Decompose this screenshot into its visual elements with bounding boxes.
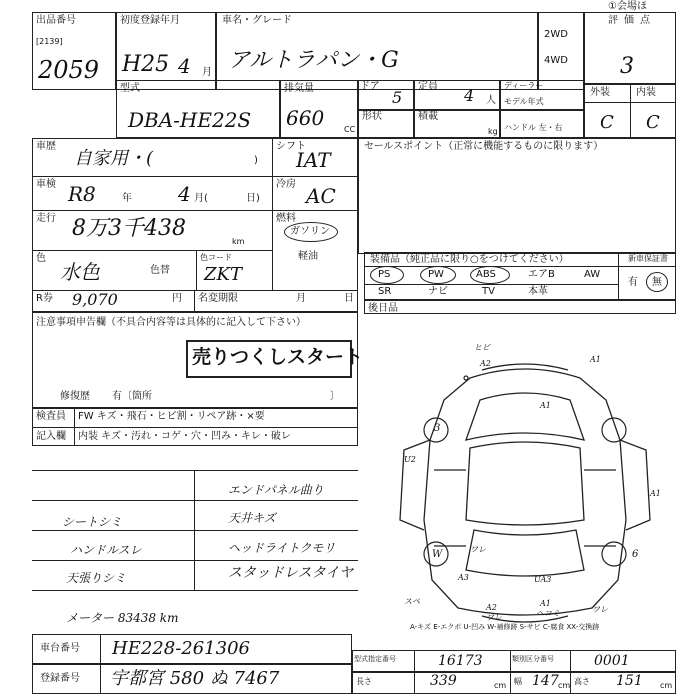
inspection-label: 車検 xyxy=(36,179,56,190)
inspection-month: 4 xyxy=(178,182,191,206)
mark-circle-w: W xyxy=(432,549,443,560)
door-value: 5 xyxy=(392,88,403,107)
name-change-label: 名変期限 xyxy=(198,293,238,304)
mark-a1-top: A1 xyxy=(590,355,601,364)
type-value: DBA-HE22S xyxy=(128,108,252,132)
inspection-day-unit: 日) xyxy=(246,193,260,204)
dealer-label: ディーラー xyxy=(504,81,544,90)
warranty-yes: 有 xyxy=(628,277,638,288)
sales-point-label: セールスポイント（正常に機能するものに限ります） xyxy=(364,141,604,152)
equip-airbag: エアB xyxy=(528,269,555,280)
recycle-value: 9,070 xyxy=(72,290,118,309)
color-label: 色 xyxy=(36,253,46,264)
inspector-items-2: 内装 キズ・汚れ・コゲ・穴・凹み・キレ・破レ xyxy=(78,431,291,442)
shift-label: シフト xyxy=(276,141,306,152)
type-label: 型式 xyxy=(120,83,140,94)
equip-navi: ナビ xyxy=(428,286,448,297)
usage-label: 車歴 xyxy=(36,141,56,152)
equipment-label: 装備品（純正品に限り○をつけてください） xyxy=(370,254,569,265)
equip-leather: 本革 xyxy=(528,286,548,297)
displacement-label: 排気量 xyxy=(284,83,314,94)
mark-bottom-u: UA3 xyxy=(534,575,552,584)
note-handle-wear: ハンドルスレ xyxy=(70,543,142,557)
sales-point-box xyxy=(358,138,676,254)
mark-circle-3: 3 xyxy=(434,423,441,434)
ac-label: 冷房 xyxy=(276,179,296,190)
equip-ps: PS xyxy=(378,269,391,280)
inspection-year-unit: 年 xyxy=(122,193,132,204)
color-value: 水色 xyxy=(60,260,100,284)
mark-rear-bend: ヘコミ xyxy=(536,609,560,618)
after-install-label: 後日品 xyxy=(368,303,398,314)
inspector-items-1: FW キズ・飛石・ヒビ割・リペア跡・×要 xyxy=(78,411,265,422)
registration-value: 宇都宮 580 ぬ 7467 xyxy=(110,668,280,689)
name-change-month: 月 xyxy=(296,293,306,304)
repair-value: 有〔箇所 xyxy=(112,391,152,402)
model-year-label: モデル年式 xyxy=(504,97,544,106)
exterior-label: 外装 xyxy=(590,87,610,98)
mark-top-left: ヒビ xyxy=(474,343,490,352)
mark-a3: A3 xyxy=(458,573,469,582)
color-change-label: 色替 xyxy=(150,265,170,276)
shape-label: 形状 xyxy=(362,111,382,122)
load-unit: kg xyxy=(488,127,498,136)
mark-crack: ワレ xyxy=(470,545,486,554)
height-label: 高さ xyxy=(574,677,590,686)
length-label: 長さ xyxy=(356,677,372,686)
shift-value: IAT xyxy=(296,148,331,172)
displacement-unit: CC xyxy=(344,125,356,134)
fuel-gasoline: ガソリン xyxy=(290,226,330,237)
handle-label: ハンドル 左・右 xyxy=(504,123,563,132)
equip-abs: ABS xyxy=(476,269,496,280)
note-ceiling-scratch: 天井キズ xyxy=(228,511,276,525)
after-install-box xyxy=(364,300,676,314)
mileage-value: 8万3千438 xyxy=(72,216,186,241)
model-name: アルトラパン・G xyxy=(228,48,399,73)
lot-label: 出品番号 xyxy=(36,15,76,26)
cert-value: 16173 xyxy=(438,653,483,669)
mark-side: スペ xyxy=(404,597,420,606)
ac-value: AC xyxy=(306,184,336,208)
recycle-yen: 円 xyxy=(172,293,182,304)
load-label: 積載 xyxy=(418,111,438,122)
score-value: 3 xyxy=(620,54,634,79)
lot-number: 2059 xyxy=(38,56,100,84)
mark-a1-hood: A1 xyxy=(540,401,551,410)
name-change-day: 日 xyxy=(344,293,354,304)
inspection-era: R8 xyxy=(68,182,96,206)
note-meter: メーター 83438 km xyxy=(66,611,179,625)
usage-value: 自家用・( xyxy=(74,148,154,169)
damage-legend: A-キズ E-エクボ U-凹み W-補修跡 S-サビ C-腐食 XX-交換跡 xyxy=(410,623,600,631)
width-unit: cm xyxy=(558,681,571,690)
mark-rear-crack-r: ワレ xyxy=(592,605,608,614)
car-damage-diagram xyxy=(370,330,680,630)
color-code-label: 色コード xyxy=(200,253,232,262)
score-label: 評価点 xyxy=(608,15,656,26)
capacity-unit: 人 xyxy=(486,95,496,106)
chassis-label: 車台番号 xyxy=(40,643,80,654)
equip-aw: AW xyxy=(584,269,601,280)
model-name-label: 車名・グレード xyxy=(222,15,292,26)
lot-sub: [2139] xyxy=(36,37,63,46)
note-roof-stain: 天張りシミ xyxy=(66,571,127,585)
displacement-value: 660 xyxy=(286,106,325,130)
height-value: 151 xyxy=(616,673,643,689)
note-headlight-fog: ヘッドライトクモリ xyxy=(228,541,336,555)
interior-label: 内装 xyxy=(636,87,656,98)
warranty-no: 無 xyxy=(652,277,662,288)
inspection-month-unit: 月( xyxy=(194,193,208,204)
class-label: 類別区分番号 xyxy=(512,655,554,663)
first-reg-month-unit: 月 xyxy=(202,67,212,78)
equip-sr: SR xyxy=(378,286,392,297)
venue-label: ①会場ほ xyxy=(608,1,647,12)
note-studless: スタッドレスタイヤ xyxy=(228,565,354,581)
first-reg-year: H25 xyxy=(122,52,170,77)
repair-label: 修復歴 xyxy=(60,391,90,402)
mark-rear-crack-l: ワレ xyxy=(486,613,502,622)
inspector-label-2: 記入欄 xyxy=(36,431,66,442)
height-unit: cm xyxy=(660,681,673,690)
registration-label: 登録番号 xyxy=(40,673,80,684)
mark-a1-right: A1 xyxy=(650,489,661,498)
capacity-value: 4 xyxy=(464,86,475,105)
mark-rear-a1: A1 xyxy=(540,599,551,608)
capacity-label: 定員 xyxy=(418,81,438,92)
mileage-label: 走行 xyxy=(36,213,56,224)
cert-label: 型式指定番号 xyxy=(354,655,396,663)
color-code: ZKT xyxy=(204,264,242,285)
mark-left-side: U2 xyxy=(404,455,416,464)
notes-stamp: 売りつくしスタート xyxy=(192,346,364,368)
new-car-warranty-label: 新車保証書 xyxy=(628,254,668,263)
drive-4wd: 4WD xyxy=(544,55,568,66)
recycle-label: R券 xyxy=(36,293,53,304)
inspector-label-1: 検査員 xyxy=(36,411,66,422)
length-value: 339 xyxy=(430,673,457,689)
drive-box xyxy=(538,12,584,90)
interior-grade: C xyxy=(646,112,660,133)
chassis-value: HE228-261306 xyxy=(112,638,250,659)
first-reg-month: 4 xyxy=(178,54,191,78)
fuel-diesel: 軽油 xyxy=(298,251,318,262)
usage-close: ) xyxy=(254,155,258,166)
width-label: 幅 xyxy=(514,677,522,686)
first-reg-label: 初度登録年月 xyxy=(120,15,180,26)
length-unit: cm xyxy=(494,681,507,690)
notes-label: 注意事項申告欄（不具合内容等は具体的に記入して下さい） xyxy=(36,317,306,328)
mark-a2: A2 xyxy=(480,359,491,368)
mark-rear-a2: A2 xyxy=(486,603,497,612)
equip-tv: TV xyxy=(482,286,495,297)
equip-pw: PW xyxy=(428,269,444,280)
drive-2wd: 2WD xyxy=(544,29,568,40)
repair-close: 〕 xyxy=(330,391,340,402)
exterior-grade: C xyxy=(600,112,614,133)
mark-circle-6: 6 xyxy=(632,549,639,560)
class-value: 0001 xyxy=(594,653,630,669)
note-seat-stain: シートシミ xyxy=(62,515,123,529)
mileage-unit: km xyxy=(232,237,245,246)
door-label: ドア xyxy=(360,81,380,92)
fuel-label: 燃料 xyxy=(276,213,296,224)
width-value: 147 xyxy=(532,673,559,689)
note-endpanel: エンドパネル曲り xyxy=(228,483,324,497)
